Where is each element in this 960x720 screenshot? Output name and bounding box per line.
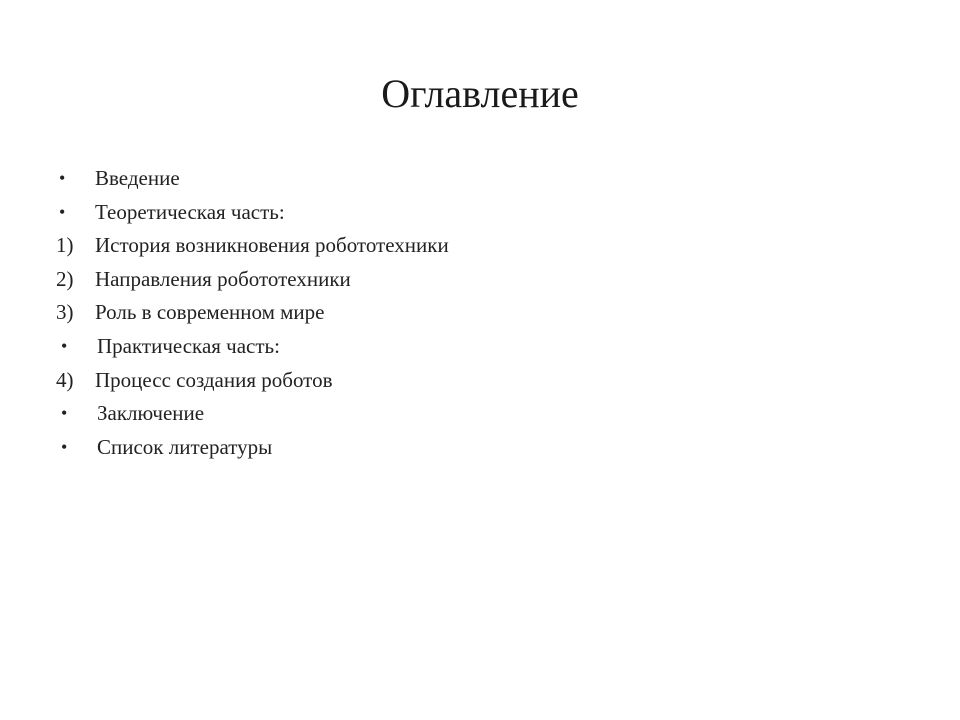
toc-item-text: Введение bbox=[95, 166, 180, 190]
number-marker: 3) bbox=[56, 300, 74, 325]
toc-item-text: История возникновения робототехники bbox=[95, 233, 449, 258]
number-marker: 2) bbox=[56, 266, 74, 291]
toc-item-conclusion bbox=[56, 397, 916, 431]
toc-item-role bbox=[56, 296, 916, 330]
toc-item-bibliography bbox=[56, 431, 916, 465]
toc-item-text: Заключение bbox=[97, 401, 205, 426]
toc-item-text: Список литературы bbox=[97, 434, 273, 459]
number-marker: 4) bbox=[56, 367, 74, 392]
toc-item-introduction bbox=[56, 162, 916, 196]
toc-item-text: Направления робототехники bbox=[95, 266, 351, 291]
bullet-marker: • bbox=[59, 168, 66, 188]
bullet-marker: • bbox=[61, 403, 68, 424]
toc-item-history bbox=[56, 229, 916, 263]
toc-item-text: Роль в современном мире bbox=[95, 300, 325, 325]
bullet-marker: • bbox=[59, 201, 66, 222]
bullet-marker: • bbox=[61, 436, 68, 457]
toc-item-practical-part bbox=[56, 330, 916, 364]
toc-item-theoretical-part bbox=[56, 196, 916, 230]
toc-item-text: Практическая часть: bbox=[97, 333, 280, 358]
number-marker: 1) bbox=[56, 233, 74, 258]
table-of-contents bbox=[56, 162, 916, 464]
toc-item-directions bbox=[56, 263, 916, 297]
toc-item-robot-creation bbox=[56, 364, 916, 398]
toc-item-text: Процесс создания роботов bbox=[95, 367, 333, 392]
bullet-marker: • bbox=[61, 335, 68, 356]
slide-title: Оглавление bbox=[381, 71, 579, 116]
toc-item-text: Теоретическая часть: bbox=[95, 199, 285, 224]
